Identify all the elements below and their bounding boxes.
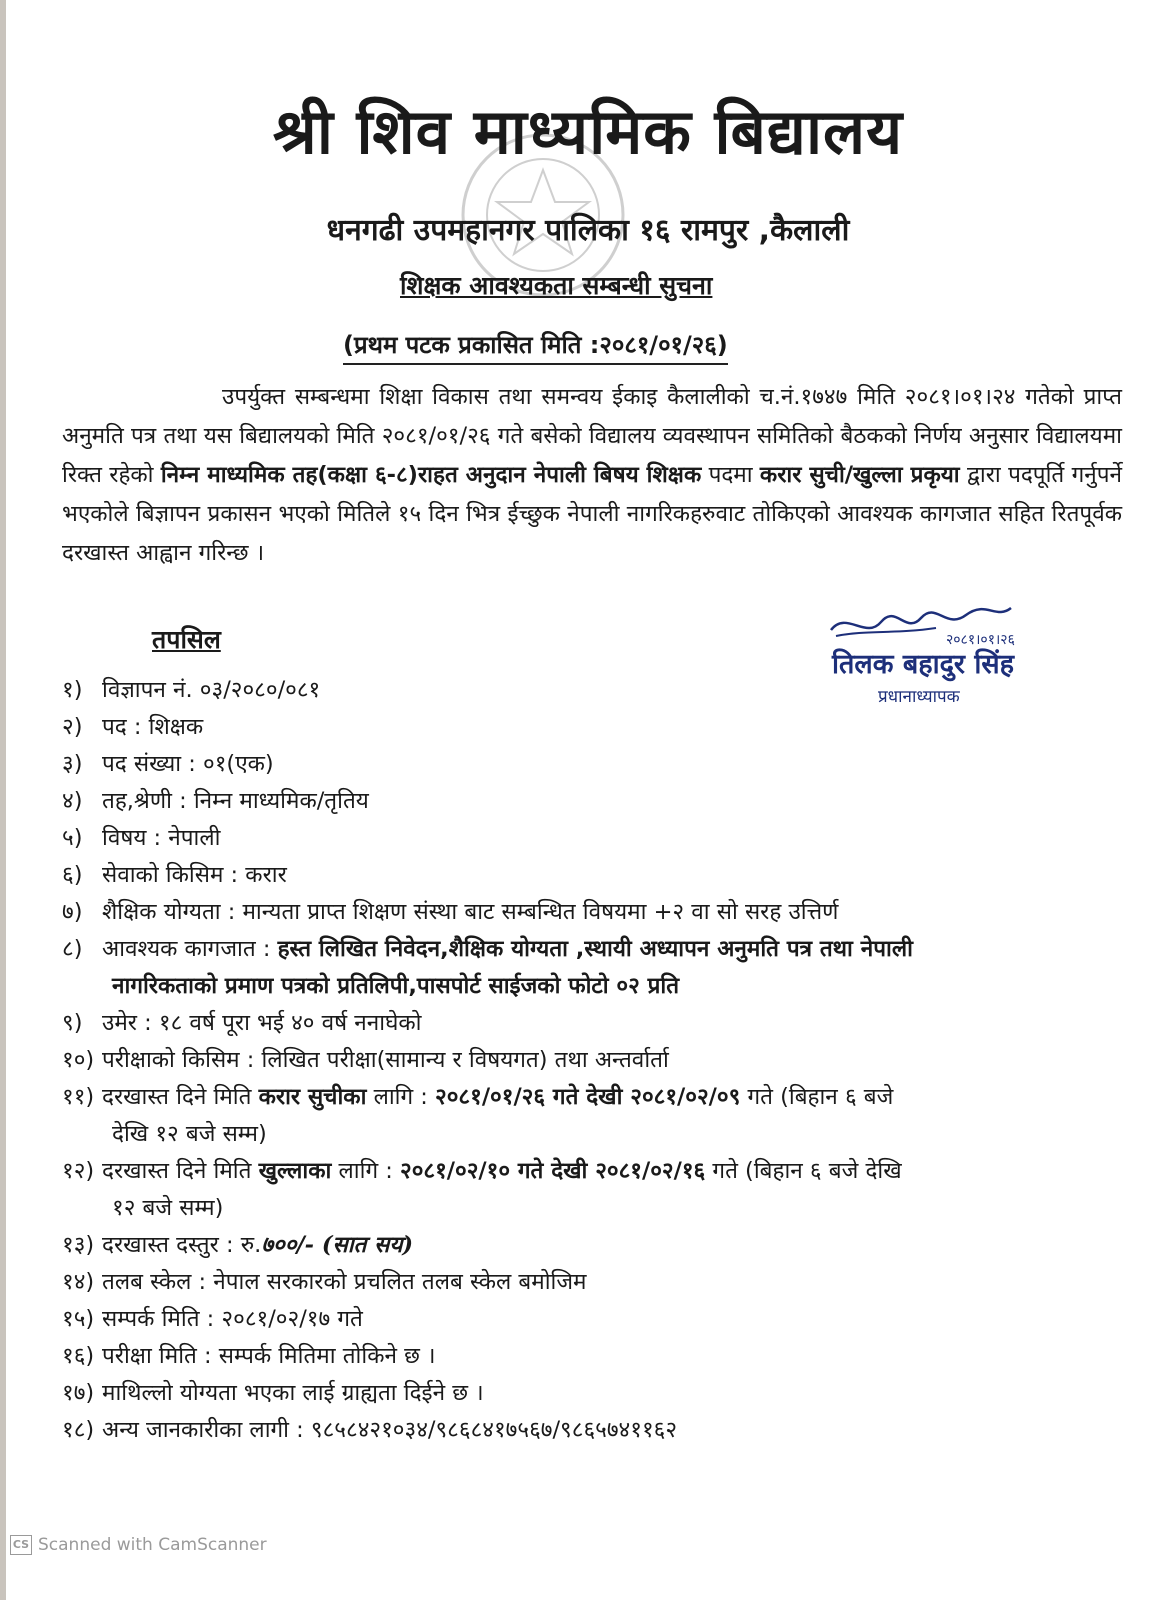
para-text-3: द्वारा पदपूर्ति गर्नुपर्ने भएकोले बिज्ञापन प्रकासन भएको मितिले १५ दिन भित्र ईच्छुक नेपाली नागरिकहरुवाट तोकिएको आवश्यक कागजात सहित रितपूर्वक दरखास्त आह्वान गरिन्छ ।	[62, 462, 1123, 566]
signatory-title: प्रधानाध्यापक	[878, 687, 960, 707]
list-item: १०) परीक्षाको किसिम : लिखित परीक्षा(सामान्य र विषयगत) तथा अन्तर्वार्ता	[62, 1047, 669, 1073]
list-item: ५) विषय : नेपाली	[62, 825, 221, 851]
school-name: श्री शिव माध्यमिक बिद्यालय	[272, 95, 904, 168]
published-date: (प्रथम पटक प्रकासित मिति :२०८१/०१/२६)	[343, 328, 728, 365]
handwritten-fee: ७००/- (सात सय)	[261, 1232, 414, 1258]
list-item: २) पद : शिक्षक	[62, 714, 204, 740]
list-item: १३) दरखास्त दस्तुर : रु.७००/- (सात सय)	[62, 1232, 414, 1258]
list-item: १४) तलब स्केल : नेपाल सरकारको प्रचलित तलब स्केल बमोजिम	[62, 1269, 587, 1295]
details-heading: तपसिल	[152, 625, 221, 654]
list-item: १) विज्ञापन नं. ०३/२०८०/०८१	[62, 677, 321, 703]
para-text-1: उपर्युक्त सम्बन्धमा शिक्षा विकास तथा समन्वय ईकाइ कैलालीको च.नं.१७४७ मिति २०८१।०१।२४ गतेको प्राप्त अनुमति पत्र तथा यस बिद्यालयको मिति २०८१/०१/२६ गते बसेको विद्यालय व्यवस्थापन समितिको बैठकको निर्णय अनुसार विद्यालयमा रिक्त रहेको	[62, 384, 1122, 488]
para-text-2: पदमा	[708, 462, 753, 488]
signatory-name: तिलक बहादुर सिंह	[832, 649, 1014, 680]
signature-date: २०८१।०१।२६	[946, 632, 1015, 648]
list-item: ११) दरखास्त दिने मिति करार सुचीका लागि : २०८१/०१/२६ गते देखी २०८१/०२/०९ गते (बिहान ६ बजे	[62, 1084, 894, 1110]
notice-paragraph	[62, 378, 1122, 573]
camscanner-logo-icon: CS	[10, 1535, 32, 1555]
scanner-text: Scanned with CamScanner	[38, 1535, 267, 1555]
para-bold-1: निम्न माध्यमिक तह(कक्षा ६-८)राहत अनुदान नेपाली बिषय शिक्षक	[160, 462, 702, 488]
notice-document: श्री शिव माध्यमिक बिद्यालय धनगढी उपमहानगर पालिका १६ रामपुर ,कैलाली शिक्षक आवश्यकता सम्बन्धी सुचना (प्रथम पटक प्रकासित मिति :२०८१/०१/२६) उपर्युक्त सम्बन्धमा शिक्षा विकास तथा समन्वय ईकाइ कैलालीको च.नं.१७४७ मिति २०८१।०१।२४ गतेको प्राप्त अनुमति पत्र तथा यस बिद्यालयको मिति २०८१/०१/२६ गते बसेको विद्यालय व्यवस्थापन समितिको बैठकको निर्णय अनुसार विद्यालयमा रिक्त रहेको निम्न माध्यमिक तह(कक्षा ६-८)राहत अनुदान नेपाली बिषय शिक्षक पदमा करार सुची/खुल्ला प्रकृया द्वारा पदपूर्ति गर्नुपर्ने भएकोले बिज्ञापन प्रकासन भएको मितिले १५ दिन भित्र ईच्छुक नेपाली नागरिकहरुवाट तोकिएको आवश्यक कागजात सहित रितपूर्वक दरखास्त आह्वान गरिन्छ । तपसिल २०८१।०१।२६ तिलक बहादुर सिंह प्रधानाध्यापक १) विज्ञापन नं. ०३/२०८०/०८१ २) पद : शिक्षक ३) पद संख्या : ०१(एक) ४) तह,श्रेणी : निम्न माध्यमिक/तृतिय ५) विषय : नेपाली ६) सेवाको किसिम : करार ७) शैक्षिक योग्यता : मान्यता प्राप्त शिक्षण संस्था बाट सम्बन्धित विषयमा +२ वा सो सरह उत्तिर्ण ८) आवश्यक कागजात : हस्त लिखित निवेदन,शैक्षिक योग्यता ,स्थायी अध्यापन अनुमति पत्र तथा नेपाली नागरिकताको प्रमाण पत्रको प्रतिलिपी,पासपोर्ट साईजको फोटो ०२ प्रति ९) उमेर : १८ वर्ष पूरा भई ४० वर्ष ननाघेको १०) परीक्षाको किसिम : लिखित परीक्षा(सामान्य र विषयगत) तथा अन्तर्वार्ता ११) दरखास्त दिने मिति करार सुचीका लागि : २०८१/०१/२६ गते देखी २०८१/०२/०९ गते (बिहान ६ बजे देखि १२ बजे सम्म) १२) दरखास्त दिने मिति खुल्लाका लागि : २०८१/०२/१० गते देखी २०८१/०२/१६ गते (बिहान ६ बजे देखि १२ बजे सम्म) १३) दरखास्त दस्तुर : रु.७००/- (सात सय) १४) तलब स्केल : नेपाल सरकारको प्रचलित तलब स्केल बमोजिम १५) सम्पर्क मिति : २०८१/०२/१७ गते १६) परीक्षा मिति : सम्पर्क मितिमा तोकिने छ । १७) माथिल्लो योग्यता भएका लाई ग्राह्यता दिईने छ । १८) अन्य जानकारीका लागी : ९८५८४२१०३४/९८६८४१७५६७/९८६५७४११६२ CS Scanned with CamScanner	[0, 0, 1176, 1600]
scanner-watermark	[10, 1535, 267, 1555]
list-item: १७) माथिल्लो योग्यता भएका लाई ग्राह्यता दिईने छ ।	[62, 1380, 484, 1406]
list-item: ९) उमेर : १८ वर्ष पूरा भई ४० वर्ष ननाघेको	[62, 1010, 422, 1036]
list-item: १२) दरखास्त दिने मिति खुल्लाका लागि : २०८१/०२/१० गते देखी २०८१/०२/१६ गते (बिहान ६ बजे देखि	[62, 1158, 902, 1184]
list-item: ४) तह,श्रेणी : निम्न माध्यमिक/तृतिय	[62, 788, 369, 814]
list-item: ८) आवश्यक कागजात : हस्त लिखित निवेदन,शैक्षिक योग्यता ,स्थायी अध्यापन अनुमति पत्र तथा नेपाली	[62, 936, 913, 962]
list-item: ६) सेवाको किसिम : करार	[62, 862, 287, 888]
school-address: धनगढी उपमहानगर पालिका १६ रामपुर ,कैलाली	[326, 213, 850, 248]
list-item: १५) सम्पर्क मिति : २०८१/०२/१७ गते	[62, 1306, 363, 1332]
list-item: १८) अन्य जानकारीका लागी : ९८५८४२१०३४/९८६८४१७५६७/९८६५७४११६२	[62, 1417, 678, 1443]
list-item: १६) परीक्षा मिति : सम्पर्क मितिमा तोकिने छ ।	[62, 1343, 436, 1369]
list-item: ७) शैक्षिक योग्यता : मान्यता प्राप्त शिक्षण संस्था बाट सम्बन्धित विषयमा +२ वा सो सरह उत्तिर्ण	[62, 899, 839, 925]
list-item: ३) पद संख्या : ०१(एक)	[62, 751, 274, 777]
notice-heading: शिक्षक आवश्यकता सम्बन्धी सुचना	[400, 271, 713, 300]
para-bold-2: करार सुची/खुल्ला प्रकृया	[759, 462, 960, 488]
